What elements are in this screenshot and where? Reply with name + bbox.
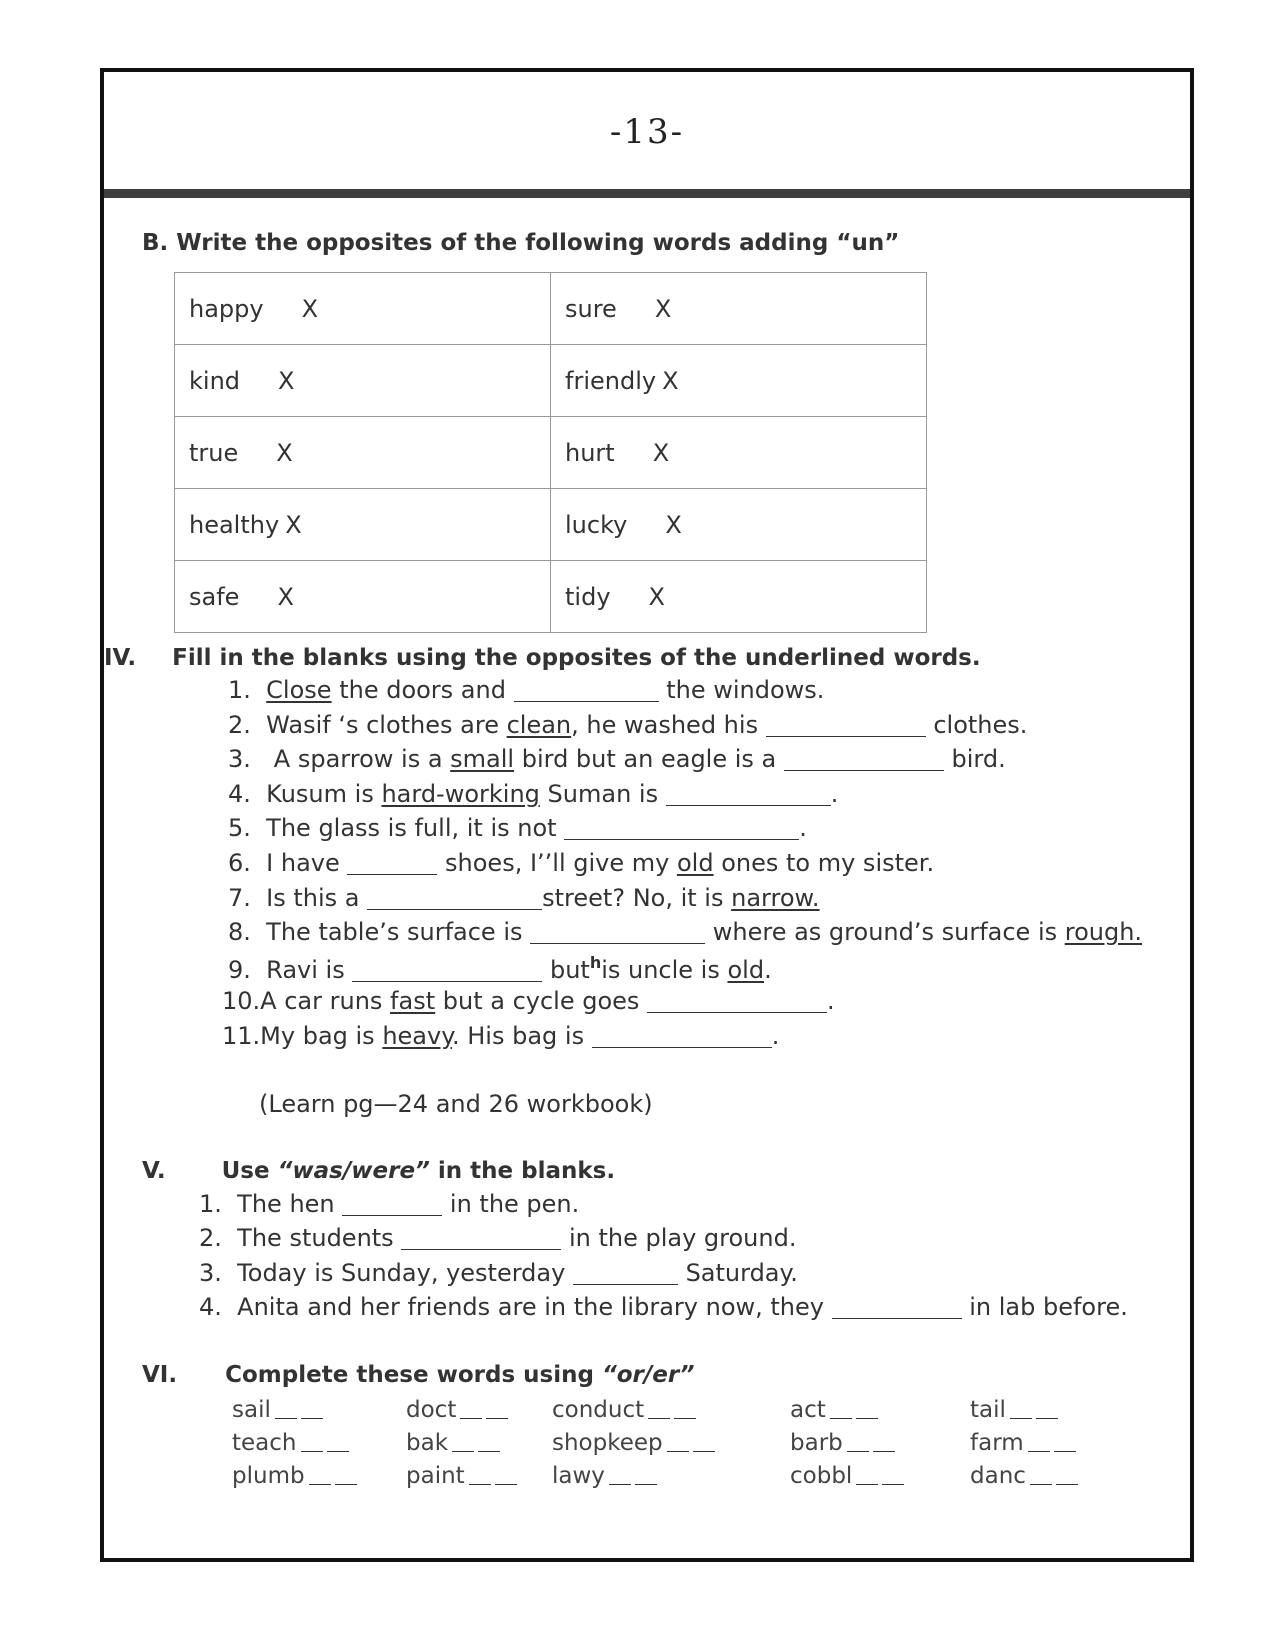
was-were-item: [199, 1293, 1128, 1321]
base-word: healthy: [189, 510, 280, 539]
answer-blank: [766, 712, 926, 737]
item-text: Today is Sunday, yesterday: [237, 1259, 573, 1287]
opposite-marker: X: [662, 366, 679, 395]
item-text: I have: [266, 849, 348, 877]
item-text: Suman is: [539, 780, 666, 808]
underlined-word: small: [450, 745, 515, 773]
or-er-word: [790, 1430, 895, 1456]
letter-blank: [635, 1464, 657, 1485]
answer-blank: [784, 746, 944, 771]
letter-blank: [301, 1398, 323, 1419]
item-text: in lab before.: [961, 1293, 1128, 1321]
answer-blank: [401, 1225, 561, 1250]
item-text: in the pen.: [442, 1190, 580, 1218]
letter-blank: [478, 1431, 500, 1452]
item-text: bird but an eagle is a: [514, 745, 784, 773]
item-text: Is this a: [266, 884, 368, 912]
letter-blank: [856, 1398, 878, 1419]
word-stem: conduct: [552, 1397, 645, 1423]
item-text: .: [827, 987, 835, 1015]
letter-blank: [648, 1398, 670, 1419]
item-text: A sparrow is a: [266, 745, 451, 773]
letter-blank: [830, 1398, 852, 1419]
answer-blank: [647, 988, 827, 1013]
item-text: bird.: [943, 745, 1006, 773]
opposites-cell: [551, 489, 927, 561]
item-text: The hen: [237, 1190, 343, 1218]
was-were-item: [199, 1259, 798, 1287]
word-stem: tail: [970, 1397, 1006, 1423]
underlined-word: hard-working: [381, 780, 540, 808]
page-number: -13-: [609, 112, 685, 152]
worksheet-page: [100, 68, 1194, 1562]
or-er-word: [232, 1463, 357, 1489]
item-text: , he washed his: [571, 711, 766, 739]
section-v-title: [142, 1158, 615, 1184]
answer-blank: [342, 1191, 442, 1216]
answer-blank: [514, 677, 659, 702]
section-vi-label: VI.: [142, 1362, 178, 1388]
opposite-marker: X: [301, 294, 319, 323]
or-er-word: [406, 1463, 517, 1489]
opposite-marker: X: [652, 438, 670, 467]
item-text: . His bag is: [452, 1022, 592, 1050]
item-text: Wasif ‘s clothes are: [266, 711, 507, 739]
or-er-word: [970, 1463, 1078, 1489]
word-stem: paint: [406, 1463, 465, 1489]
letter-blank: [693, 1431, 715, 1452]
opposites-table: [174, 272, 927, 633]
letter-blank: [452, 1431, 474, 1452]
item-number: 2.: [228, 711, 251, 739]
opposite-marker: X: [285, 510, 302, 539]
section-vi-heading: Complete these words using “or/er”: [225, 1362, 695, 1388]
or-er-word: [232, 1397, 323, 1423]
was-were-item: [199, 1224, 796, 1252]
was-were-item: [199, 1190, 579, 1218]
fill-blank-item: [228, 884, 820, 912]
item-text: is uncle is: [601, 956, 728, 984]
word-stem: act: [790, 1397, 826, 1423]
letter-blank: [495, 1464, 517, 1485]
item-number: 11.: [222, 1022, 261, 1050]
letter-blank: [667, 1431, 689, 1452]
base-word: tidy: [565, 582, 611, 611]
or-er-word: [790, 1397, 878, 1423]
letter-blank: [847, 1431, 869, 1452]
answer-blank: [666, 781, 831, 806]
word-stem: teach: [232, 1430, 297, 1456]
item-text: The students: [237, 1224, 402, 1252]
letter-blank: [309, 1464, 331, 1485]
section-b-label: B.: [142, 230, 169, 256]
item-number: 2.: [199, 1224, 222, 1252]
opposite-marker: X: [276, 438, 293, 467]
section-v-heading: Use “was/were” in the blanks.: [221, 1158, 616, 1184]
fill-blank-item: [228, 745, 1006, 773]
opposite-marker: X: [278, 366, 295, 395]
or-er-word: [406, 1430, 500, 1456]
item-text: but: [542, 956, 590, 984]
opposites-row: [175, 417, 927, 489]
item-number: 6.: [228, 849, 251, 877]
letter-blank: [1010, 1398, 1032, 1419]
opposite-marker: X: [277, 582, 294, 611]
item-text: where as ground’s surface is: [705, 918, 1065, 946]
underlined-word: narrow.: [731, 884, 820, 912]
correction-mark: h: [589, 953, 602, 972]
item-number: 3.: [228, 745, 251, 773]
opposites-cell: [175, 417, 551, 489]
word-stem: lawy: [552, 1463, 605, 1489]
letter-blank: [486, 1398, 508, 1419]
word-stem: cobbl: [790, 1463, 853, 1489]
section-iv-heading: Fill in the blanks using the opposites of the underlined words.: [172, 645, 981, 671]
opposites-cell: [175, 489, 551, 561]
item-text: The table’s surface is: [266, 918, 531, 946]
section-vi-title: [142, 1362, 694, 1388]
item-text: in the play ground.: [561, 1224, 797, 1252]
item-text: Saturday.: [677, 1259, 798, 1287]
item-text: A car runs: [260, 987, 391, 1015]
answer-blank: [367, 885, 542, 910]
letter-blank: [856, 1464, 878, 1485]
fill-blank-item: [228, 676, 824, 704]
answer-blank: [832, 1294, 962, 1319]
or-er-word: [970, 1430, 1076, 1456]
or-er-word: [232, 1430, 349, 1456]
letter-blank: [1054, 1431, 1076, 1452]
opposites-cell: [175, 273, 551, 345]
word-stem: sail: [232, 1397, 271, 1423]
letter-blank: [873, 1431, 895, 1452]
answer-blank: [564, 815, 799, 840]
item-number: 3.: [199, 1259, 222, 1287]
item-text: but a cycle goes: [435, 987, 648, 1015]
word-stem: doct: [406, 1397, 457, 1423]
item-text: ones to my sister.: [713, 849, 935, 877]
item-text: shoes, I’’ll give my: [437, 849, 677, 877]
opposites-cell: [551, 345, 927, 417]
item-text: the doors and: [331, 676, 514, 704]
fill-blank-item: [228, 918, 1142, 946]
item-text: .: [764, 956, 772, 984]
item-number: 5.: [228, 814, 251, 842]
item-text: the windows.: [658, 676, 825, 704]
item-number: 9.: [228, 956, 251, 984]
or-er-word: [552, 1463, 657, 1489]
letter-blank: [327, 1431, 349, 1452]
opposite-marker: X: [654, 294, 672, 323]
item-number: 4.: [199, 1293, 222, 1321]
underlined-word: heavy: [382, 1022, 452, 1050]
letter-blank: [460, 1398, 482, 1419]
opposites-cell: [175, 561, 551, 633]
fill-blank-item: [228, 711, 1027, 739]
opposites-cell: [551, 561, 927, 633]
word-stem: shopkeep: [552, 1430, 663, 1456]
letter-blank: [301, 1431, 323, 1452]
letter-blank: [1028, 1431, 1050, 1452]
section-iv-title: [104, 645, 981, 671]
underlined-word: clean: [506, 711, 572, 739]
opposites-row: [175, 345, 927, 417]
word-stem: bak: [406, 1430, 449, 1456]
fill-blank-item: [222, 987, 835, 1015]
base-word: safe: [189, 582, 240, 611]
opposites-row: [175, 273, 927, 345]
word-stem: barb: [790, 1430, 843, 1456]
word-stem: plumb: [232, 1463, 305, 1489]
item-text: Kusum is: [266, 780, 382, 808]
base-word: lucky: [565, 510, 628, 539]
letter-blank: [275, 1398, 297, 1419]
item-number: 8.: [228, 918, 251, 946]
item-number: 1.: [199, 1190, 222, 1218]
item-text: .: [771, 1022, 780, 1050]
base-word: kind: [189, 366, 241, 395]
or-er-word: [552, 1397, 696, 1423]
letter-blank: [335, 1464, 357, 1485]
workbook-note: (Learn pg—24 and 26 workbook): [259, 1090, 653, 1118]
base-word: happy: [189, 294, 264, 323]
opposite-marker: X: [648, 582, 665, 611]
letter-blank: [1036, 1398, 1058, 1419]
or-er-word: [406, 1397, 508, 1423]
letter-blank: [469, 1464, 491, 1485]
opposites-cell: [551, 273, 927, 345]
underlined-word: Close: [266, 676, 332, 704]
item-number: 1.: [228, 676, 251, 704]
section-b-heading: Write the opposites of the following words adding “un”: [176, 230, 900, 256]
fill-blank-item: [228, 780, 838, 808]
opposites-row: [175, 561, 927, 633]
opposites-cell: [551, 417, 927, 489]
fill-blank-item: [228, 814, 807, 842]
underlined-word: fast: [390, 987, 436, 1015]
section-v-label: V.: [142, 1158, 166, 1184]
opposite-marker: X: [665, 510, 682, 539]
item-text: My bag is: [260, 1022, 383, 1050]
section-b-title: [142, 230, 899, 256]
fill-blank-item: [228, 953, 772, 984]
answer-blank: [352, 957, 542, 982]
or-er-word: [552, 1430, 715, 1456]
item-number: 4.: [228, 780, 251, 808]
base-word: friendly: [565, 366, 657, 395]
word-stem: farm: [970, 1430, 1024, 1456]
or-er-word: [970, 1397, 1058, 1423]
underlined-word: old: [676, 849, 714, 877]
item-text: .: [830, 780, 839, 808]
section-iv-label: IV.: [104, 645, 137, 671]
item-number: 10.: [222, 987, 261, 1015]
letter-blank: [674, 1398, 696, 1419]
base-word: sure: [565, 294, 617, 323]
fill-blank-item: [228, 849, 934, 877]
answer-blank: [530, 919, 705, 944]
item-text: .: [799, 814, 807, 842]
opposites-cell: [175, 345, 551, 417]
item-text: The glass is full, it is not: [266, 814, 565, 842]
or-er-word: [790, 1463, 904, 1489]
letter-blank: [1030, 1464, 1052, 1485]
item-text: Ravi is: [266, 956, 353, 984]
letter-blank: [882, 1464, 904, 1485]
letter-blank: [609, 1464, 631, 1485]
letter-blank: [1056, 1464, 1078, 1485]
item-text: clothes.: [925, 711, 1028, 739]
underlined-word: rough.: [1064, 918, 1143, 946]
opposites-row: [175, 489, 927, 561]
word-stem: danc: [970, 1463, 1026, 1489]
item-number: 7.: [228, 884, 251, 912]
item-text: Anita and her friends are in the library now, they: [237, 1293, 832, 1321]
header-divider: [104, 189, 1190, 198]
fill-blank-item: [222, 1022, 779, 1050]
answer-blank: [573, 1260, 678, 1285]
answer-blank: [592, 1023, 772, 1048]
item-text: street? No, it is: [542, 884, 732, 912]
base-word: true: [189, 438, 239, 467]
underlined-word: old: [727, 956, 765, 984]
answer-blank: [347, 850, 437, 875]
base-word: hurt: [565, 438, 615, 467]
